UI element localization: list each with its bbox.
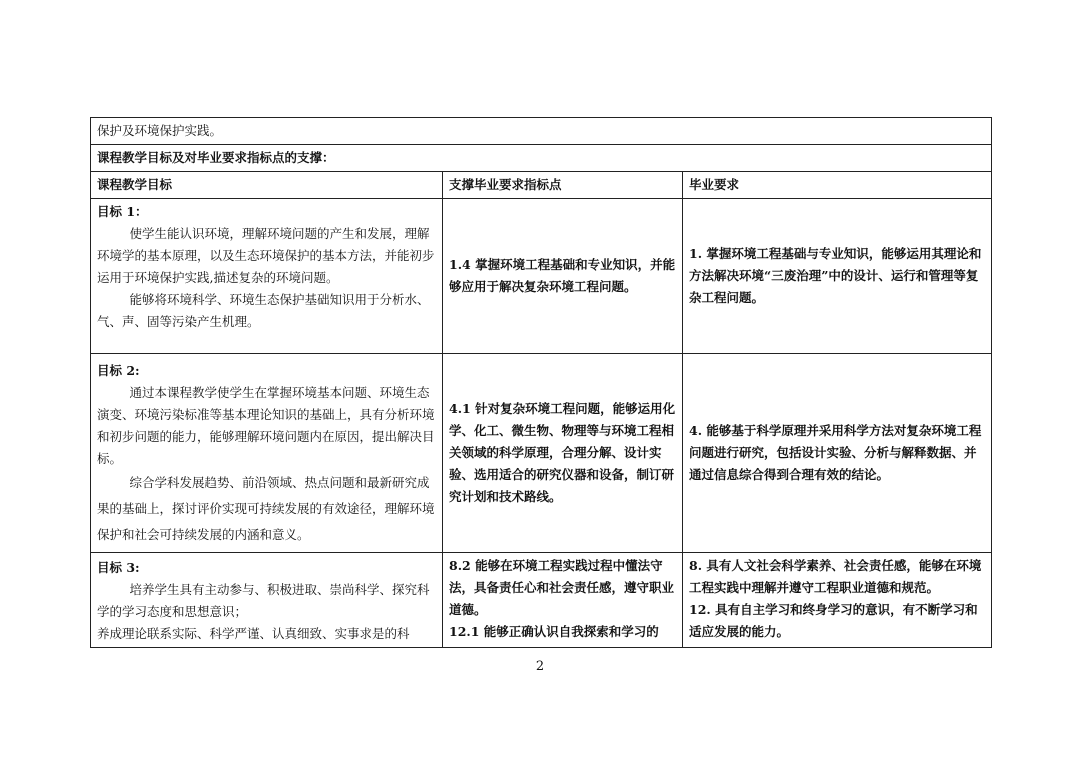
goal3-indicator2: 12.1 能够正确认识自我探索和学习的 <box>449 624 659 639</box>
goal2-para1: 通过本课程教学使学生在掌握环境基本问题、环境生态演变、环境污染标准等基本理论知识的基础上，具有分析环境和初步问题的能力，能够理解环境问题内在原因，提出解决目标。 <box>97 385 435 466</box>
page-number: 2 <box>535 659 545 674</box>
goal3-indicator1: 8.2 能够在环境工程实践过程中懂法守法，具备责任心和社会责任感，遵守职业道德。 <box>449 558 675 617</box>
goal2-para2: 综合学科发展趋势、前沿领域、热点问题和最新研究成果的基础上，探讨评价实现可持续发展的有效途径，理解环境保护和社会可持续发展的内涵和意义。 <box>97 475 435 542</box>
goal2-requirement: 4. 能够基于科学原理并采用科学方法对复杂环境工程问题进行研究，包括设计实验、分析与解释数据、并通过信息综合得到合理有效的结论。 <box>683 354 992 553</box>
goal3-requirement2: 12. 具有自主学习和终身学习的意识，有不断学习和适应发展的能力。 <box>689 602 978 639</box>
goal1-indicator: 1.4 掌握环境工程基础和专业知识，并能够应用于解决复杂环境工程问题。 <box>443 199 683 354</box>
goal2-indicator: 4.1 针对复杂环境工程问题，能够运用化学、化工、微生物、物理等与环境工程相关领域的科学原理，合理分解、设计实验、选用适合的研究仪器和设备，制订研究计划和技术路线。 <box>443 354 683 553</box>
section-title: 课程教学目标及对毕业要求指标点的支撑： <box>91 145 992 172</box>
intro-row <box>91 118 992 145</box>
goal3-row <box>91 553 992 648</box>
section-title-row <box>91 145 992 172</box>
goal1-para2: 能够将环境科学、环境生态保护基础知识用于分析水、气、声、固等污染产生机理。 <box>97 292 430 329</box>
goal2-objective-cell <box>91 354 443 553</box>
goal3-indicator-cell <box>443 553 683 648</box>
header-requirement: 毕业要求 <box>683 172 992 199</box>
goal1-objective-cell <box>91 199 443 354</box>
goal3-title: 目标 3: <box>97 560 140 575</box>
course-objectives-table <box>90 117 992 648</box>
goal3-requirement1: 8. 具有人文社会科学素养、社会责任感，能够在环境工程实践中理解并遵守工程职业道德和规范。 <box>689 558 982 595</box>
goal2-row <box>91 354 992 553</box>
header-course-goal: 课程教学目标 <box>91 172 443 199</box>
header-indicator: 支撑毕业要求指标点 <box>443 172 683 199</box>
goal1-para1: 使学生能认识环境，理解环境问题的产生和发展，理解环境学的基本原理，以及生态环境保护的基本方法，并能初步运用于环境保护实践,描述复杂的环境问题。 <box>97 226 435 285</box>
goal1-title: 目标 1： <box>97 204 148 219</box>
goal3-objective-cell <box>91 553 443 648</box>
goal1-row <box>91 199 992 354</box>
goal3-requirement-cell <box>683 553 992 648</box>
table-header-row <box>91 172 992 199</box>
goal1-requirement: 1. 掌握环境工程基础与专业知识，能够运用其理论和方法解决环境“三废治理”中的设计、运行和管理等复杂工程问题。 <box>683 199 992 354</box>
goal3-para2: 养成理论联系实际、科学严谨、认真细致、实事求是的科 <box>97 626 410 641</box>
goal3-para1: 培养学生具有主动参与、积极进取、崇尚科学、探究科学的学习态度和思想意识； <box>97 582 430 619</box>
goal2-title: 目标 2: <box>97 363 140 378</box>
intro-cell: 保护及环境保护实践。 <box>91 118 992 145</box>
